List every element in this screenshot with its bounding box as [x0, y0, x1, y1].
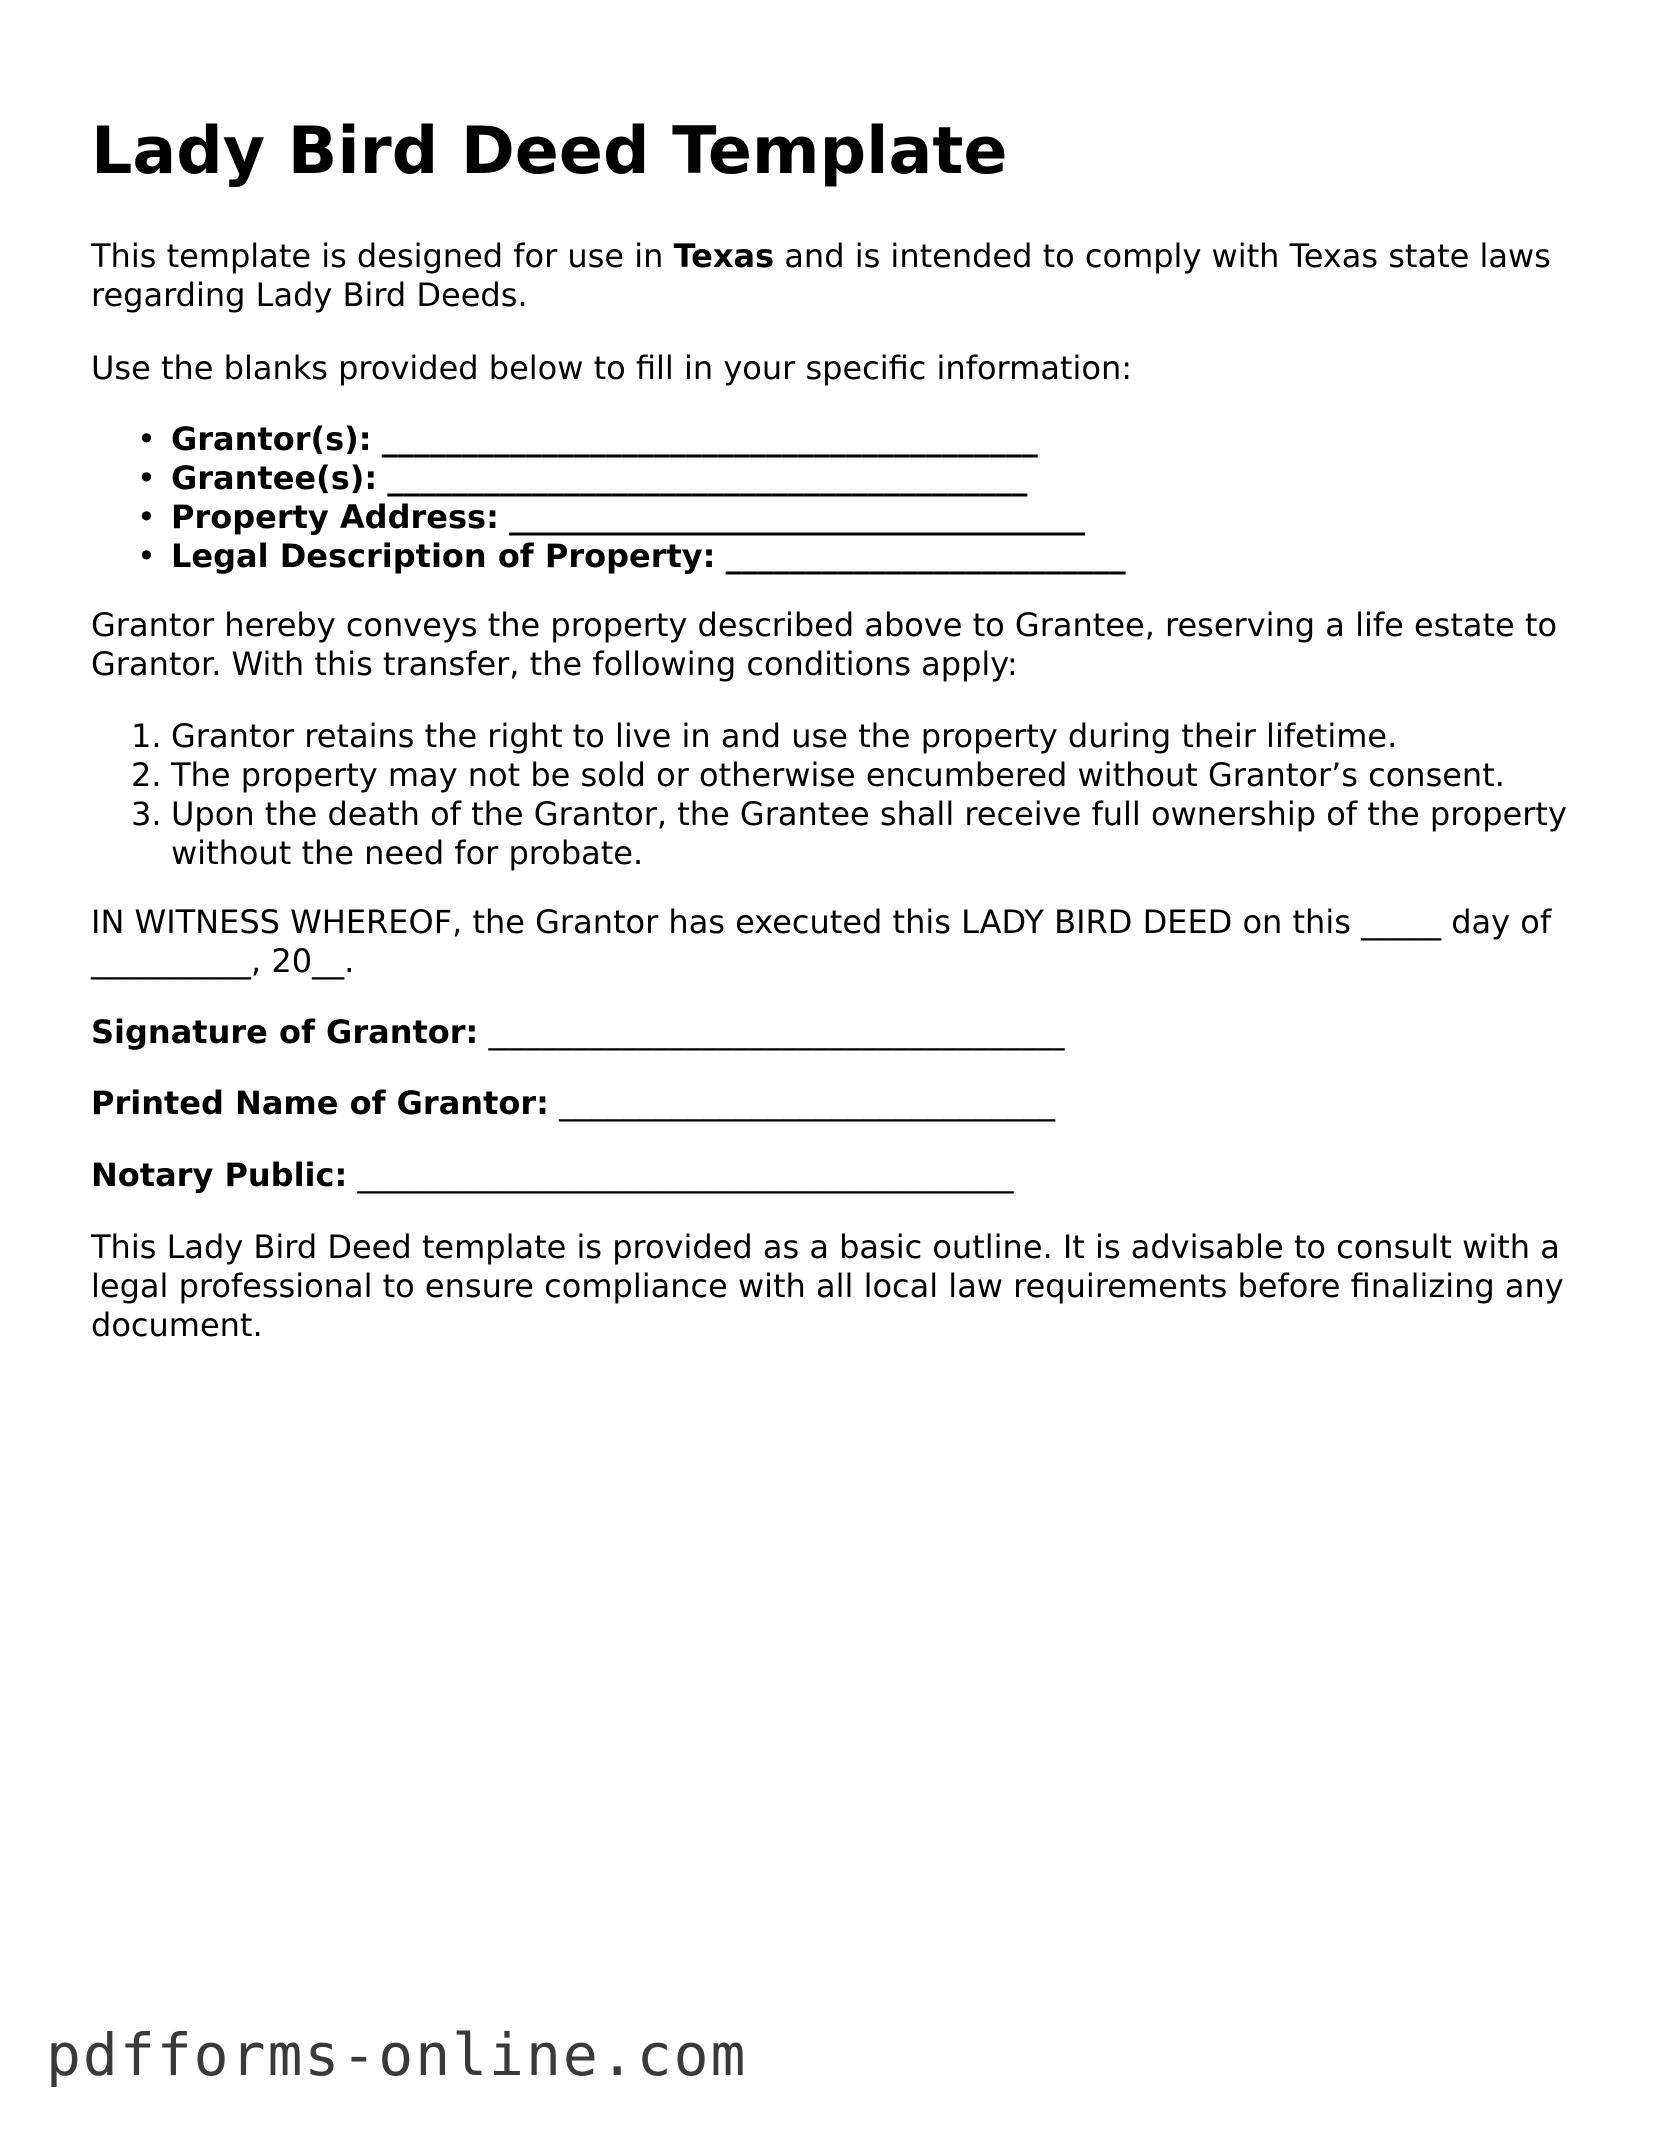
- condition-text: Upon the death of the Grantor, the Grantee shall receive full ownership of the property without the need for probate.: [171, 795, 1567, 872]
- condition-text: Grantor retains the right to live in and use the property during their lifetime.: [171, 717, 1398, 755]
- field-label: Grantee(s):: [171, 459, 378, 497]
- field-label: Property Address:: [171, 498, 499, 536]
- instruction-paragraph: Use the blanks provided below to fill in your specific information:: [91, 349, 1132, 387]
- notary-blank[interactable]: _________________________________________: [357, 1156, 1014, 1194]
- field-list: [91, 420, 1654, 576]
- condition-item: [131, 756, 1654, 795]
- witness-paragraph: IN WITNESS WHEREOF, the Grantor has executed this LADY BIRD DEED on this _____ day of __________, 20__.: [91, 903, 1552, 980]
- field-blank[interactable]: _________________________________________: [381, 420, 1038, 458]
- condition-number: 1.: [131, 717, 162, 755]
- signature-grantor-line: [91, 1013, 1591, 1052]
- conditions-list: [91, 717, 1654, 873]
- condition-item: [131, 795, 1654, 873]
- printed-name-line: [91, 1084, 1591, 1123]
- conveyance-paragraph: Grantor hereby conveys the property described above to Grantee, reserving a life estate to Grantor. With this transfer, the following conditions apply:: [91, 606, 1558, 683]
- field-label: Legal Description of Property:: [171, 537, 716, 575]
- watermark-text: pdfforms-online.com: [46, 2021, 748, 2089]
- intro-state: Texas: [673, 237, 775, 275]
- page-title: Lady Bird Deed Template: [91, 114, 1008, 189]
- condition-number: 3.: [131, 795, 162, 833]
- condition-item: [131, 717, 1654, 756]
- field-blank[interactable]: ________________________________________: [387, 459, 1028, 497]
- bullet-icon: •: [137, 498, 156, 536]
- field-blank[interactable]: ____________________________________: [509, 498, 1086, 536]
- intro-text-before: This template is designed for use in: [91, 237, 674, 275]
- field-label: Grantor(s):: [171, 420, 372, 458]
- field-item-property-address: [137, 498, 1654, 537]
- signature-blank[interactable]: ____________________________________: [488, 1013, 1065, 1051]
- intro-text-after: and is intended to comply with Texas state laws regarding Lady Bird Deeds.: [91, 237, 1551, 314]
- field-item-grantees: [137, 459, 1654, 498]
- field-item-grantors: [137, 420, 1654, 459]
- printed-name-label: Printed Name of Grantor:: [91, 1084, 549, 1122]
- intro-paragraph: [91, 237, 1591, 315]
- field-blank[interactable]: _________________________: [725, 537, 1126, 575]
- bullet-icon: •: [137, 537, 156, 575]
- notary-label: Notary Public:: [91, 1156, 348, 1194]
- condition-number: 2.: [131, 756, 162, 794]
- signature-label: Signature of Grantor:: [91, 1013, 479, 1051]
- bullet-icon: •: [137, 459, 156, 497]
- field-item-legal-description: [137, 537, 1654, 576]
- disclaimer-paragraph: This Lady Bird Deed template is provided as a basic outline. It is advisable to consult with a legal professional to ensure compliance with all local law requirements before finalizing any document.: [91, 1228, 1564, 1344]
- bullet-icon: •: [137, 420, 156, 458]
- notary-public-line: [91, 1156, 1591, 1195]
- printed-name-blank[interactable]: _______________________________: [559, 1084, 1056, 1122]
- condition-text: The property may not be sold or otherwise encumbered without Grantor’s consent.: [171, 756, 1505, 794]
